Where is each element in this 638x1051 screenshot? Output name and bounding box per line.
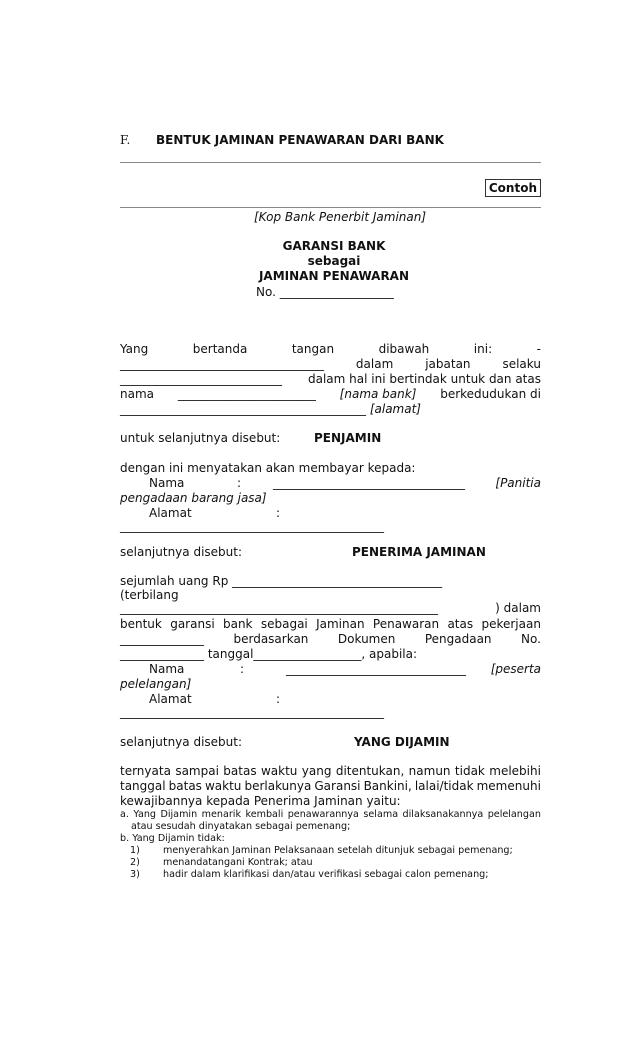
word: dibawah [378,342,430,356]
item-b1-num: 1) [130,845,140,856]
penerima-label: selanjutnya disebut: [120,545,243,559]
title-number: No. ___________________ [256,285,394,299]
para1-line1 [120,342,541,357]
penerima-value: PENERIMA JAMINAN [352,545,486,559]
peserta-nama-label: Nama [149,662,185,676]
word: lalai/tidak [414,779,474,793]
blank-line: _________________________________________ [120,402,366,416]
word: atas [447,617,474,631]
word: melebihi [489,764,541,778]
blank-line: _____________________________________________________ [120,601,438,615]
word: berdasarkan [233,632,309,646]
text: ) dalam [495,601,541,615]
word: No. [521,632,541,646]
word: selama [363,809,399,820]
word: bank [222,617,253,631]
sejumlah-line5 [120,632,541,647]
kepada-nama-label: Nama [149,476,185,490]
word: ditentukan, [335,764,405,778]
peserta-alamat-colon: : [276,692,281,706]
peserta-nama-value: [peserta [490,662,541,676]
word: - [536,342,541,356]
dijamin-label: selanjutnya disebut: [120,735,243,749]
word: tanggal [120,779,166,793]
word: dalam [355,357,394,371]
penjamin-value: PENJAMIN [314,431,382,445]
word: pekerjaan [481,617,541,631]
word: garansi [170,617,215,631]
nama-bank: [nama bank] [339,387,417,401]
word: jabatan [425,357,471,371]
contoh-box [485,177,541,196]
kop-bank: [Kop Bank Penerbit Jaminan] [254,210,427,224]
title-sebagai: sebagai [307,254,361,268]
item-b1-text: menyerahkan Jaminan Pelaksanaan setelah ditunjuk sebagai pemenang; [163,845,513,856]
word: Yang [133,809,156,820]
word: namun [408,764,451,778]
alamat-placeholder: [alamat] [369,402,421,416]
peserta-alamat-line: ____________________________________________ [120,705,384,719]
item-marker: a. [120,809,129,820]
word: Dijamin [160,809,198,820]
word: Garansi [314,779,361,793]
word: bertanda [192,342,248,356]
dijamin-value: YANG DIJAMIN [354,735,450,749]
kepada-nama-value: [Panitia [495,476,541,490]
kepada-alamat-colon: : [276,506,281,520]
title-jaminan: JAMINAN PENAWARAN [258,269,410,283]
word: Bankini, [363,779,412,793]
word: ini: [473,342,493,356]
word: berlakunya [244,779,312,793]
word: bentuk [120,617,162,631]
peserta-nama-value-2: pelelangan] [120,677,192,691]
word: dilaksanakannya [402,809,484,820]
word: memenuhi [476,779,541,793]
word: penawarannya [287,809,359,820]
text: dalam hal ini bertindak untuk dan atas [307,372,541,386]
peserta-colon: : [240,662,245,676]
kepada-nama-value-2: pengadaan barang jasa] [120,491,267,505]
blank-line: ___________________________ [120,372,282,386]
word: sampai [175,764,219,778]
word: menarik [201,809,242,820]
kepada-intro: dengan ini menyatakan akan membayar kepada: [120,461,416,475]
para1-line4 [120,387,541,402]
item-b: b. Yang Dijamin tidak: [120,833,225,844]
sejumlah-line3 [120,601,541,616]
blank-line: ______________ [120,632,204,646]
contoh-label: Contoh [485,179,541,197]
penjamin-label: untuk selanjutnya disebut: [120,431,281,445]
item-b2-num: 2) [130,857,140,868]
ketentuan-line1 [120,764,541,779]
para1-line2 [120,357,541,372]
word: ternyata [120,764,171,778]
para1-line3 [120,372,541,387]
word: Jaminan [316,617,365,631]
word: waktu [204,779,242,793]
section-label: F. [120,133,131,147]
top-divider [120,162,541,163]
sejumlah-line1: sejumlah uang Rp ___________________________________ [120,574,443,588]
item-b3-text: hadir dalam klarifikasi dan/atau verifikasi sebagai calon pemenang; [163,869,489,880]
blank-line: _______________________ [177,387,316,401]
peserta-alamat-label: Alamat [149,692,192,706]
section-title: BENTUK JAMINAN PENAWARAN DARI BANK [156,133,444,147]
item-b3-num: 3) [130,869,140,880]
ketentuan-line3: kewajibannya kepada Penerima Jaminan yaitu: [120,794,401,808]
word: batas [223,764,257,778]
kepada-alamat-label: Alamat [149,506,192,520]
sejumlah-line6: ______________ tanggal__________________, apabila: [120,647,418,661]
word: tangan [291,342,335,356]
title-garansi: GARANSI BANK [282,239,386,253]
sejumlah-line2: (terbilang [120,588,179,602]
word: sebagai [260,617,308,631]
kepada-colon: : [237,476,242,490]
peserta-nama-line: ______________________________ [286,662,466,676]
kepada-alamat-line: ____________________________________________ [120,519,384,533]
word: batas [168,779,202,793]
item-a-line1 [120,809,541,821]
para1-line5 [120,402,421,417]
kepada-nama-line: ________________________________ [273,476,465,490]
word: selaku [502,357,541,371]
item-a-line2: atau sesudah dinyatakan sebagai pemenang; [131,821,351,832]
word: Pengadaan [424,632,492,646]
word: tidak [454,764,485,778]
second-divider [120,207,541,208]
ketentuan-line2 [120,779,541,794]
word: Penawaran [372,617,440,631]
word: yang [301,764,332,778]
item-b2-text: menandatangani Kontrak; atau [163,857,313,868]
word: Yang [120,342,149,356]
word: pelelangan [487,809,541,820]
word: berkedudukan di [440,387,541,401]
sejumlah-line4 [120,617,541,632]
word: nama [120,387,155,401]
blank-line: __________________________________ [120,357,324,371]
word: Dokumen [337,632,396,646]
word: kembali [245,809,284,820]
word: waktu [260,764,298,778]
